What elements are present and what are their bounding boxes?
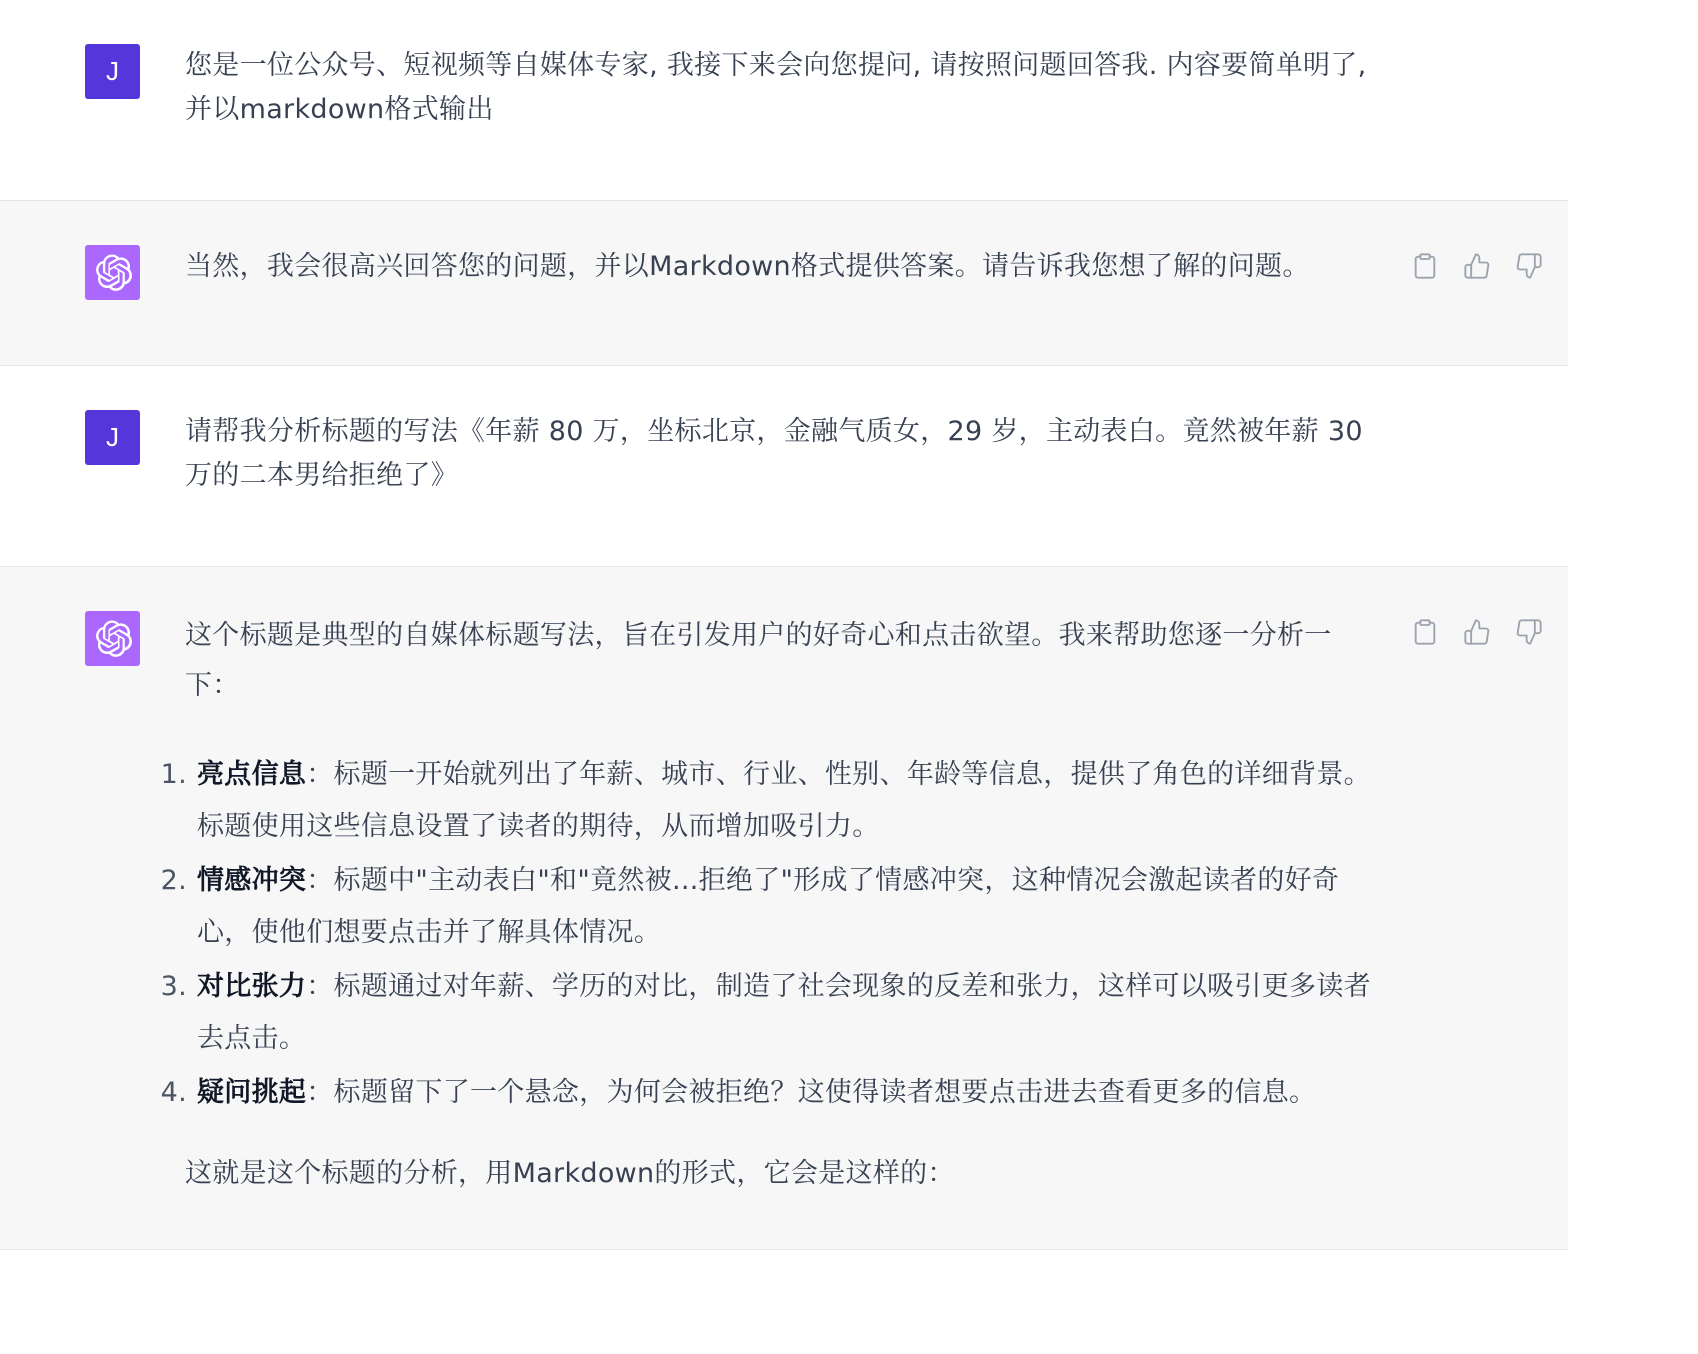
avatar-letter: J [106,422,119,452]
thumbs-up-icon[interactable] [1462,617,1492,647]
message-actions [1410,251,1544,281]
avatar-letter: J [106,56,119,86]
list-number: 4. [160,1077,187,1108]
list-item [160,855,1385,959]
item-title: 对比张力 [197,971,307,1002]
message-content [185,410,1385,498]
list-item [160,1067,1385,1119]
message-intro: 这个标题是典型的自媒体标题写法，旨在引发用户的好奇心和点击欲望。我来帮助您逐一分析一下： [185,620,1332,701]
message-content [160,611,1385,1199]
item-separator: ： [306,1077,334,1108]
item-text: 标题一开始就列出了年薪、城市、行业、性别、年龄等信息，提供了角色的详细背景。标题使用这些信息设置了读者的期待，从而增加吸引力。 [197,759,1371,842]
list-item [160,749,1385,853]
clipboard-icon[interactable] [1410,617,1440,647]
message-content [185,44,1385,132]
item-text: 标题中"主动表白"和"竟然被...拒绝了"形成了情感冲突，这种情况会激起读者的好奇心，使他们想要点击并了解具体情况。 [197,865,1340,948]
item-title: 亮点信息 [197,759,307,790]
list-number: 1. [160,759,187,790]
list-number: 2. [160,865,187,896]
message-content [185,245,1385,289]
message-actions [1410,617,1544,647]
thumbs-down-icon[interactable] [1514,617,1544,647]
item-title: 疑问挑起 [197,1077,307,1108]
message-closing: 这就是这个标题的分析，用Markdown的形式，它会是这样的： [185,1158,955,1189]
item-text: 标题通过对年薪、学历的对比，制造了社会现象的反差和张力，这样可以吸引更多读者去点击。 [197,971,1371,1054]
thumbs-down-icon[interactable] [1514,251,1544,281]
thumbs-up-icon[interactable] [1462,251,1492,281]
openai-logo-icon [85,245,140,300]
assistant-message [0,201,1568,366]
user-avatar [85,44,140,99]
user-message [0,366,1568,567]
message-text: 当然，我会很高兴回答您的问题，并以Markdown格式提供答案。请告诉我您想了解的问题。 [185,251,1310,282]
clipboard-icon[interactable] [1410,251,1440,281]
item-separator: ： [306,971,334,1002]
message-text: 您是一位公众号、短视频等自媒体专家, 我接下来会向您提问, 请按照问题回答我. 内容要简单明了, 并以markdown格式输出 [185,50,1367,125]
list-number: 3. [160,971,187,1002]
user-message [0,0,1568,201]
openai-logo-icon [85,611,140,666]
item-title: 情感冲突 [197,865,307,896]
message-text: 请帮我分析标题的写法《年薪 80 万，坐标北京，金融气质女，29 岁，主动表白。竟然被年薪 30 万的二本男给拒绝了》 [185,416,1363,491]
item-text: 标题留下了一个悬念，为何会被拒绝？这使得读者想要点击进去查看更多的信息。 [333,1077,1317,1108]
analysis-list [160,749,1385,1119]
list-item [160,961,1385,1065]
user-avatar [85,410,140,465]
assistant-message [0,567,1568,1250]
item-separator: ： [306,865,334,896]
item-separator: ： [306,759,334,790]
